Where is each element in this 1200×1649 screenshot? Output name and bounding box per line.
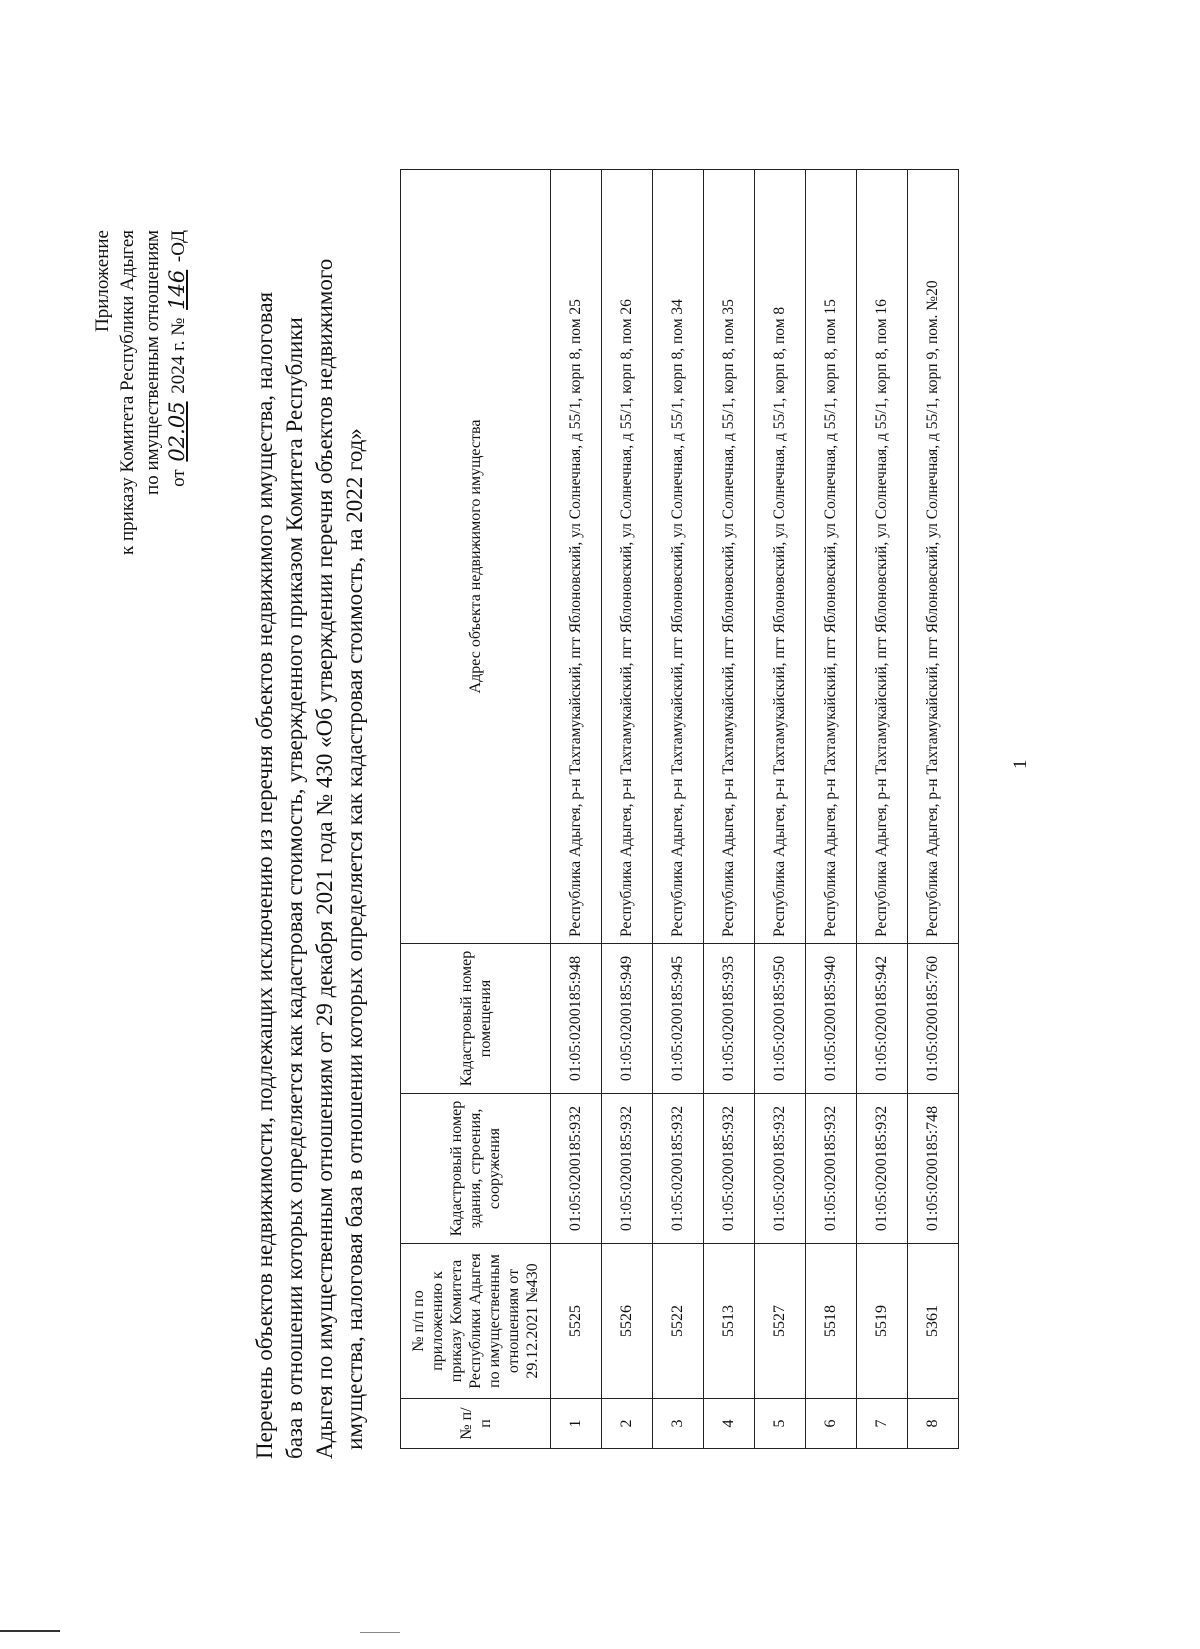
scan-edge-mark	[360, 1632, 400, 1633]
cell-order-num: 5519	[857, 1244, 908, 1399]
appendix-label: Приложение	[92, 230, 113, 332]
cell-num: 2	[602, 1399, 653, 1449]
cell-building-cadastral: 01:05:0200185:932	[704, 1094, 755, 1244]
cell-num: 1	[551, 1399, 602, 1449]
table-row	[908, 170, 959, 1449]
cell-address: Республика Адыгея, р-н Тахтамукайский, пгт Яблоновский, ул Солнечная, д 55/1, корп 9, пом. №20	[908, 170, 959, 944]
table-row	[857, 170, 908, 1449]
cell-num: 5	[755, 1399, 806, 1449]
appendix-committee: по имущественным отношениям	[142, 230, 163, 495]
cell-building-cadastral: 01:05:0200185:932	[551, 1094, 602, 1244]
handwritten-number: 146	[165, 269, 189, 310]
cell-order-num: 5518	[806, 1244, 857, 1399]
header-num: № п/п	[401, 1399, 551, 1449]
cell-building-cadastral: 01:05:0200185:932	[653, 1094, 704, 1244]
scan-edge-mark	[0, 1630, 60, 1632]
table-header-row	[401, 170, 551, 1449]
table-row	[755, 170, 806, 1449]
header-address: Адрес объекта недвижимого имущества	[401, 170, 551, 944]
cell-num: 3	[653, 1399, 704, 1449]
document-title: Перечень объектов недвижимости, подлежащих исключению из перечня объектов недвижимого имущества, налоговая база в отношении которых определяется как кадастровая стоимость, утвержденного приказом Комитета Республики Адыгея по имущественным отношениям от 29 декабря 2021 года № 430 «Об утверждении перечня объектов недвижимого имущества, налоговая база в отношении которых определяется как кадастровая стоимость, на 2022 год»	[252, 258, 367, 1459]
cell-building-cadastral: 01:05:0200185:748	[908, 1094, 959, 1244]
cell-premises-cadastral: 01:05:0200185:942	[857, 944, 908, 1094]
cell-premises-cadastral: 01:05:0200185:948	[551, 944, 602, 1094]
cell-address: Республика Адыгея, р-н Тахтамукайский, пгт Яблоновский, ул Солнечная, д 55/1, корп 8, пом 26	[602, 170, 653, 944]
cell-premises-cadastral: 01:05:0200185:760	[908, 944, 959, 1094]
cell-building-cadastral: 01:05:0200185:932	[806, 1094, 857, 1244]
cell-address: Республика Адыгея, р-н Тахтамукайский, пгт Яблоновский, ул Солнечная, д 55/1, корп 8, пом 8	[755, 170, 806, 944]
header-premises-cadastral: Кадастровый номер помещения	[401, 944, 551, 1094]
cell-num: 7	[857, 1399, 908, 1449]
cell-address: Республика Адыгея, р-н Тахтамукайский, пгт Яблоновский, ул Солнечная, д 55/1, корп 8, пом 16	[857, 170, 908, 944]
table-row	[806, 170, 857, 1449]
cell-building-cadastral: 01:05:0200185:932	[602, 1094, 653, 1244]
header-order-num: № п/п по приложению к приказу Комитета Республики Адыгея по имущественным отношениям от 29.12.2021 №430	[401, 1244, 551, 1399]
cell-premises-cadastral: 01:05:0200185:950	[755, 944, 806, 1094]
cell-order-num: 5527	[755, 1244, 806, 1399]
cell-num: 6	[806, 1399, 857, 1449]
cell-order-num: 5525	[551, 1244, 602, 1399]
cell-order-num: 5361	[908, 1244, 959, 1399]
table-row	[551, 170, 602, 1449]
cell-order-num: 5513	[704, 1244, 755, 1399]
cell-premises-cadastral: 01:05:0200185:949	[602, 944, 653, 1094]
property-table	[400, 169, 959, 1449]
cell-order-num: 5526	[602, 1244, 653, 1399]
header-building-cadastral: Кадастровый номер здания, строения, сооружения	[401, 1094, 551, 1244]
cell-num: 8	[908, 1399, 959, 1449]
cell-address: Республика Адыгея, р-н Тахтамукайский, пгт Яблоновский, ул Солнечная, д 55/1, корп 8, пом 35	[704, 170, 755, 944]
appendix-header	[90, 230, 191, 790]
cell-premises-cadastral: 01:05:0200185:945	[653, 944, 704, 1094]
cell-building-cadastral: 01:05:0200185:932	[755, 1094, 806, 1244]
cell-num: 4	[704, 1399, 755, 1449]
cell-address: Республика Адыгея, р-н Тахтамукайский, пгт Яблоновский, ул Солнечная, д 55/1, корп 8, пом 15	[806, 170, 857, 944]
table-row	[653, 170, 704, 1449]
cell-premises-cadastral: 01:05:0200185:935	[704, 944, 755, 1094]
table-row	[602, 170, 653, 1449]
page-number: 1	[1010, 759, 1031, 769]
handwritten-date: 02.05	[165, 401, 189, 462]
cell-building-cadastral: 01:05:0200185:932	[857, 1094, 908, 1244]
cell-address: Республика Адыгея, р-н Тахтамукайский, пгт Яблоновский, ул Солнечная, д 55/1, корп 8, пом 25	[551, 170, 602, 944]
cell-address: Республика Адыгея, р-н Тахтамукайский, пгт Яблоновский, ул Солнечная, д 55/1, корп 8, пом 34	[653, 170, 704, 944]
cell-premises-cadastral: 01:05:0200185:940	[806, 944, 857, 1094]
cell-order-num: 5522	[653, 1244, 704, 1399]
table-row	[704, 170, 755, 1449]
appendix-date-number: от 02.05 2024 г. № 146 -ОД	[165, 230, 189, 487]
appendix-order-ref: к приказу Комитета Республики Адыгея	[117, 230, 138, 555]
